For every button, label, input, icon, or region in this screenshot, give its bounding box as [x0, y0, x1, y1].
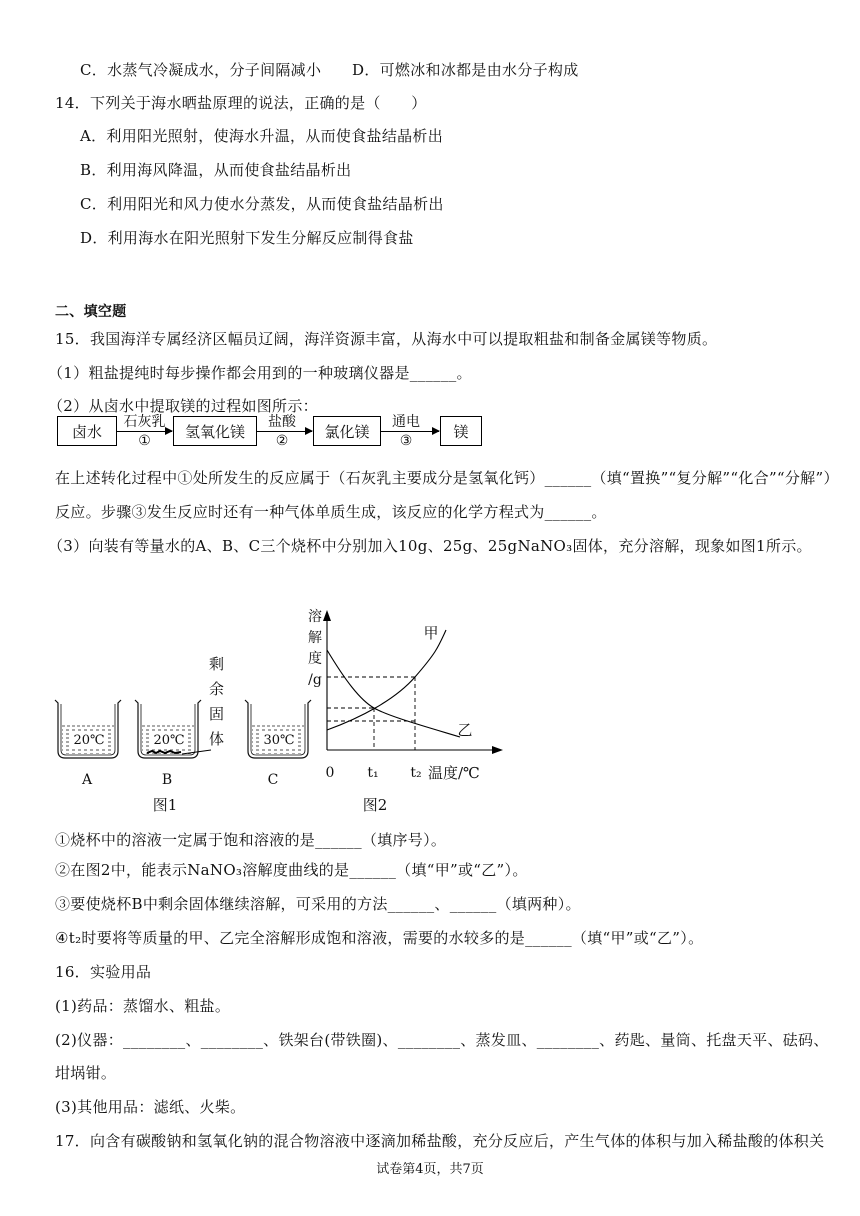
flow-box-label: 镁 — [453, 422, 469, 441]
flow-step-number-1: ① — [138, 433, 151, 449]
beaker-a-label: A — [81, 772, 93, 788]
beaker-c-temperature: 30℃ — [260, 733, 298, 749]
q17-stem: 17．向含有碳酸钠和氢氧化钠的混合物溶液中逐滴加稀盐酸，充分反应后，产生气体的体积与加入稀盐酸的体积关 — [55, 1132, 825, 1150]
q15-part3: （3）向装有等量水的A、B、C三个烧杯中分别加入10g、25g、25gNaNO₃固体，充分溶解，现象如图1所示。 — [48, 537, 812, 555]
y-label-part: 解 — [308, 630, 322, 646]
flow-box-magnesium-hydroxide — [173, 416, 257, 446]
flow-arrow-2 — [257, 431, 312, 432]
q14-stem: 14．下列关于海水晒盐原理的说法，正确的是（ ） — [55, 94, 427, 112]
flow-reagent-1: 石灰乳 — [123, 414, 166, 430]
section-title: 二、填空题 — [55, 304, 127, 320]
q15-subquestion-2: ②在图2中，能表示NaNO₃溶解度曲线的是______（填“甲”或“乙”）。 — [55, 861, 528, 879]
flow-reagent-2: 盐酸 — [268, 414, 296, 430]
graph-x-axis-label: 温度/℃ — [428, 764, 480, 782]
y-label-part: 溶 — [308, 609, 322, 625]
q15-stem: 15．我国海洋专属经济区幅员辽阔，海洋资源丰富，从海水中可以提取粗盐和制备金属镁等物质。 — [55, 330, 718, 348]
residue-label: 剩余固体 — [207, 656, 225, 756]
flow-arrow-1 — [117, 431, 172, 432]
beaker-b — [135, 700, 201, 758]
flow-box-magnesium-chloride — [313, 416, 381, 446]
y-label-part: /g — [308, 672, 322, 688]
graph-tick-t2: t₂ — [410, 765, 422, 781]
q13-option-c: C．水蒸气冷凝成水，分子间隔减小 — [80, 61, 322, 79]
y-label-part: 度 — [308, 651, 322, 667]
curve-jia-label: 甲 — [423, 624, 439, 642]
figure2-caption: 图2 — [362, 796, 388, 814]
flow-arrow-3 — [381, 431, 439, 432]
q16-item-3: (3)其他用品：滤纸、火柴。 — [55, 1098, 246, 1116]
flow-box-label: 卤水 — [71, 422, 102, 441]
q15-part2: （2）从卤水中提取镁的过程如图所示： — [48, 397, 318, 415]
page-footer: 试卷第4页，共7页 — [376, 1162, 484, 1177]
flow-step-number-3: ③ — [399, 433, 413, 449]
flow-reagent-3: 通电 — [392, 414, 420, 430]
figure1-caption: 图1 — [152, 796, 178, 814]
q13-option-d: D．可燃冰和冰都是由水分子构成 — [352, 61, 579, 79]
curve-yi — [327, 650, 460, 737]
q16-stem: 16．实验用品 — [55, 963, 152, 981]
q14-option-a: A．利用阳光照射，使海水升温，从而使食盐结晶析出 — [80, 127, 444, 145]
beaker-c — [245, 700, 311, 758]
flow-box-label: 氢氧化镁 — [184, 422, 245, 441]
beaker-c-label: C — [267, 772, 279, 788]
flow-step-number-2: ② — [275, 433, 289, 449]
q15-subquestion-1: ①烧杯中的溶液一定属于饱和溶液的是______（填序号）。 — [55, 831, 447, 849]
graph-tick-t1: t₁ — [367, 765, 379, 781]
graph-guide-lines — [327, 677, 415, 750]
q15-subquestion-3: ③要使烧杯B中剩余固体继续溶解，可采用的方法______、______（填两种）。 — [55, 895, 581, 913]
curve-yi-label: 乙 — [457, 721, 473, 739]
q15-part2-text-2: 反应。步骤③发生反应时还有一种气体单质生成，该反应的化学方程式为______。 — [55, 503, 607, 521]
q15-part1: （1）粗盐提纯时每步操作都会用到的一种玻璃仪器是______。 — [48, 364, 472, 382]
graph-axes — [323, 610, 503, 754]
beaker-b-label: B — [161, 772, 173, 788]
curve-jia — [327, 630, 446, 730]
flow-box-magnesium — [440, 416, 482, 446]
graph-origin-label: 0 — [325, 765, 335, 781]
q15-part2-text-1: 在上述转化过程中①处所发生的反应属于（石灰乳主要成分是氢氧化钙）______（填“置换”“复分解”“化合”“分解”） — [55, 469, 839, 487]
beaker-a — [55, 700, 121, 758]
q14-option-d: D．利用海水在阳光照射下发生分解反应制得食盐 — [80, 229, 414, 247]
flow-box-label: 氯化镁 — [324, 422, 370, 441]
q14-option-b: B．利用海风降温，从而使食盐结晶析出 — [80, 161, 352, 179]
flow-box-brine — [57, 416, 117, 446]
figure-beakers-and-solubility-graph — [0, 600, 520, 822]
q15-subquestion-4: ④t₂时要将等质量的甲、乙完全溶解形成饱和溶液，需要的水较多的是______（填“甲”或“乙”）。 — [55, 929, 704, 947]
beaker-a-temperature: 20℃ — [70, 733, 108, 749]
q16-item-2-continued: 坩埚钳。 — [55, 1064, 117, 1082]
q16-item-1: (1)药品：蒸馏水、粗盐。 — [55, 997, 231, 1015]
q16-item-2: (2)仪器：________、________、铁架台(带铁圈)、________、蒸发皿、________、药匙、量筒、托盘天平、砝码、 — [55, 1031, 829, 1049]
graph-y-axis-label — [303, 607, 327, 691]
q14-option-c: C．利用阳光和风力使水分蒸发，从而使食盐结晶析出 — [80, 195, 444, 213]
beaker-b-temperature: 20℃ — [150, 733, 188, 749]
